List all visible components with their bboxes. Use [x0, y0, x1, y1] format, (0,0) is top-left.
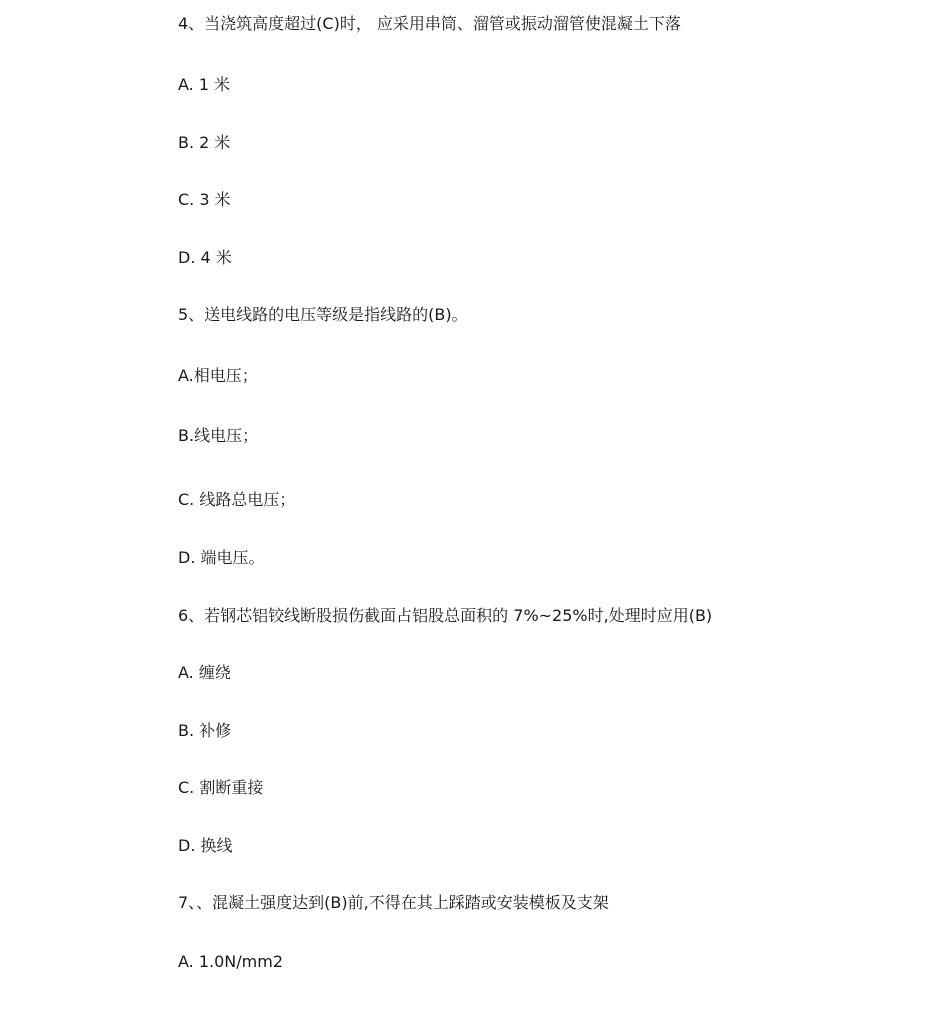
question-4-text: 4、当浇筑高度超过(C)时， 应采用串筒、溜管或振动溜管使混凝土下落 [178, 14, 681, 33]
question-5-text: 5、送电线路的电压等级是指线路的(B)。 [178, 305, 468, 324]
question-6-option-a: A. 缠绕 [178, 663, 231, 682]
question-4-option-d: D. 4 米 [178, 248, 232, 267]
question-6-option-c: C. 割断重接 [178, 778, 264, 797]
question-5-option-d: D. 端电压。 [178, 548, 265, 567]
question-5-option-b: B.线电压； [178, 426, 259, 445]
question-5-option-a: A.相电压； [178, 366, 258, 385]
question-4-option-a: A. 1 米 [178, 75, 231, 94]
question-6-option-d: D. 换线 [178, 836, 233, 855]
question-7-option-a: A. 1.0N/mm2 [178, 952, 283, 971]
question-5-option-c: C. 线路总电压； [178, 490, 296, 509]
question-6-option-b: B. 补修 [178, 721, 232, 740]
question-4-option-c: C. 3 米 [178, 190, 231, 209]
question-6-text: 6、若钢芯铝铰线断股损伤截面占铝股总面积的 7%~25%时,处理时应用(B) [178, 606, 713, 625]
question-4-option-b: B. 2 米 [178, 133, 231, 152]
question-7-text: 7、、混凝土强度达到(B)前,不得在其上踩踏或安装模板及支架 [178, 893, 609, 912]
